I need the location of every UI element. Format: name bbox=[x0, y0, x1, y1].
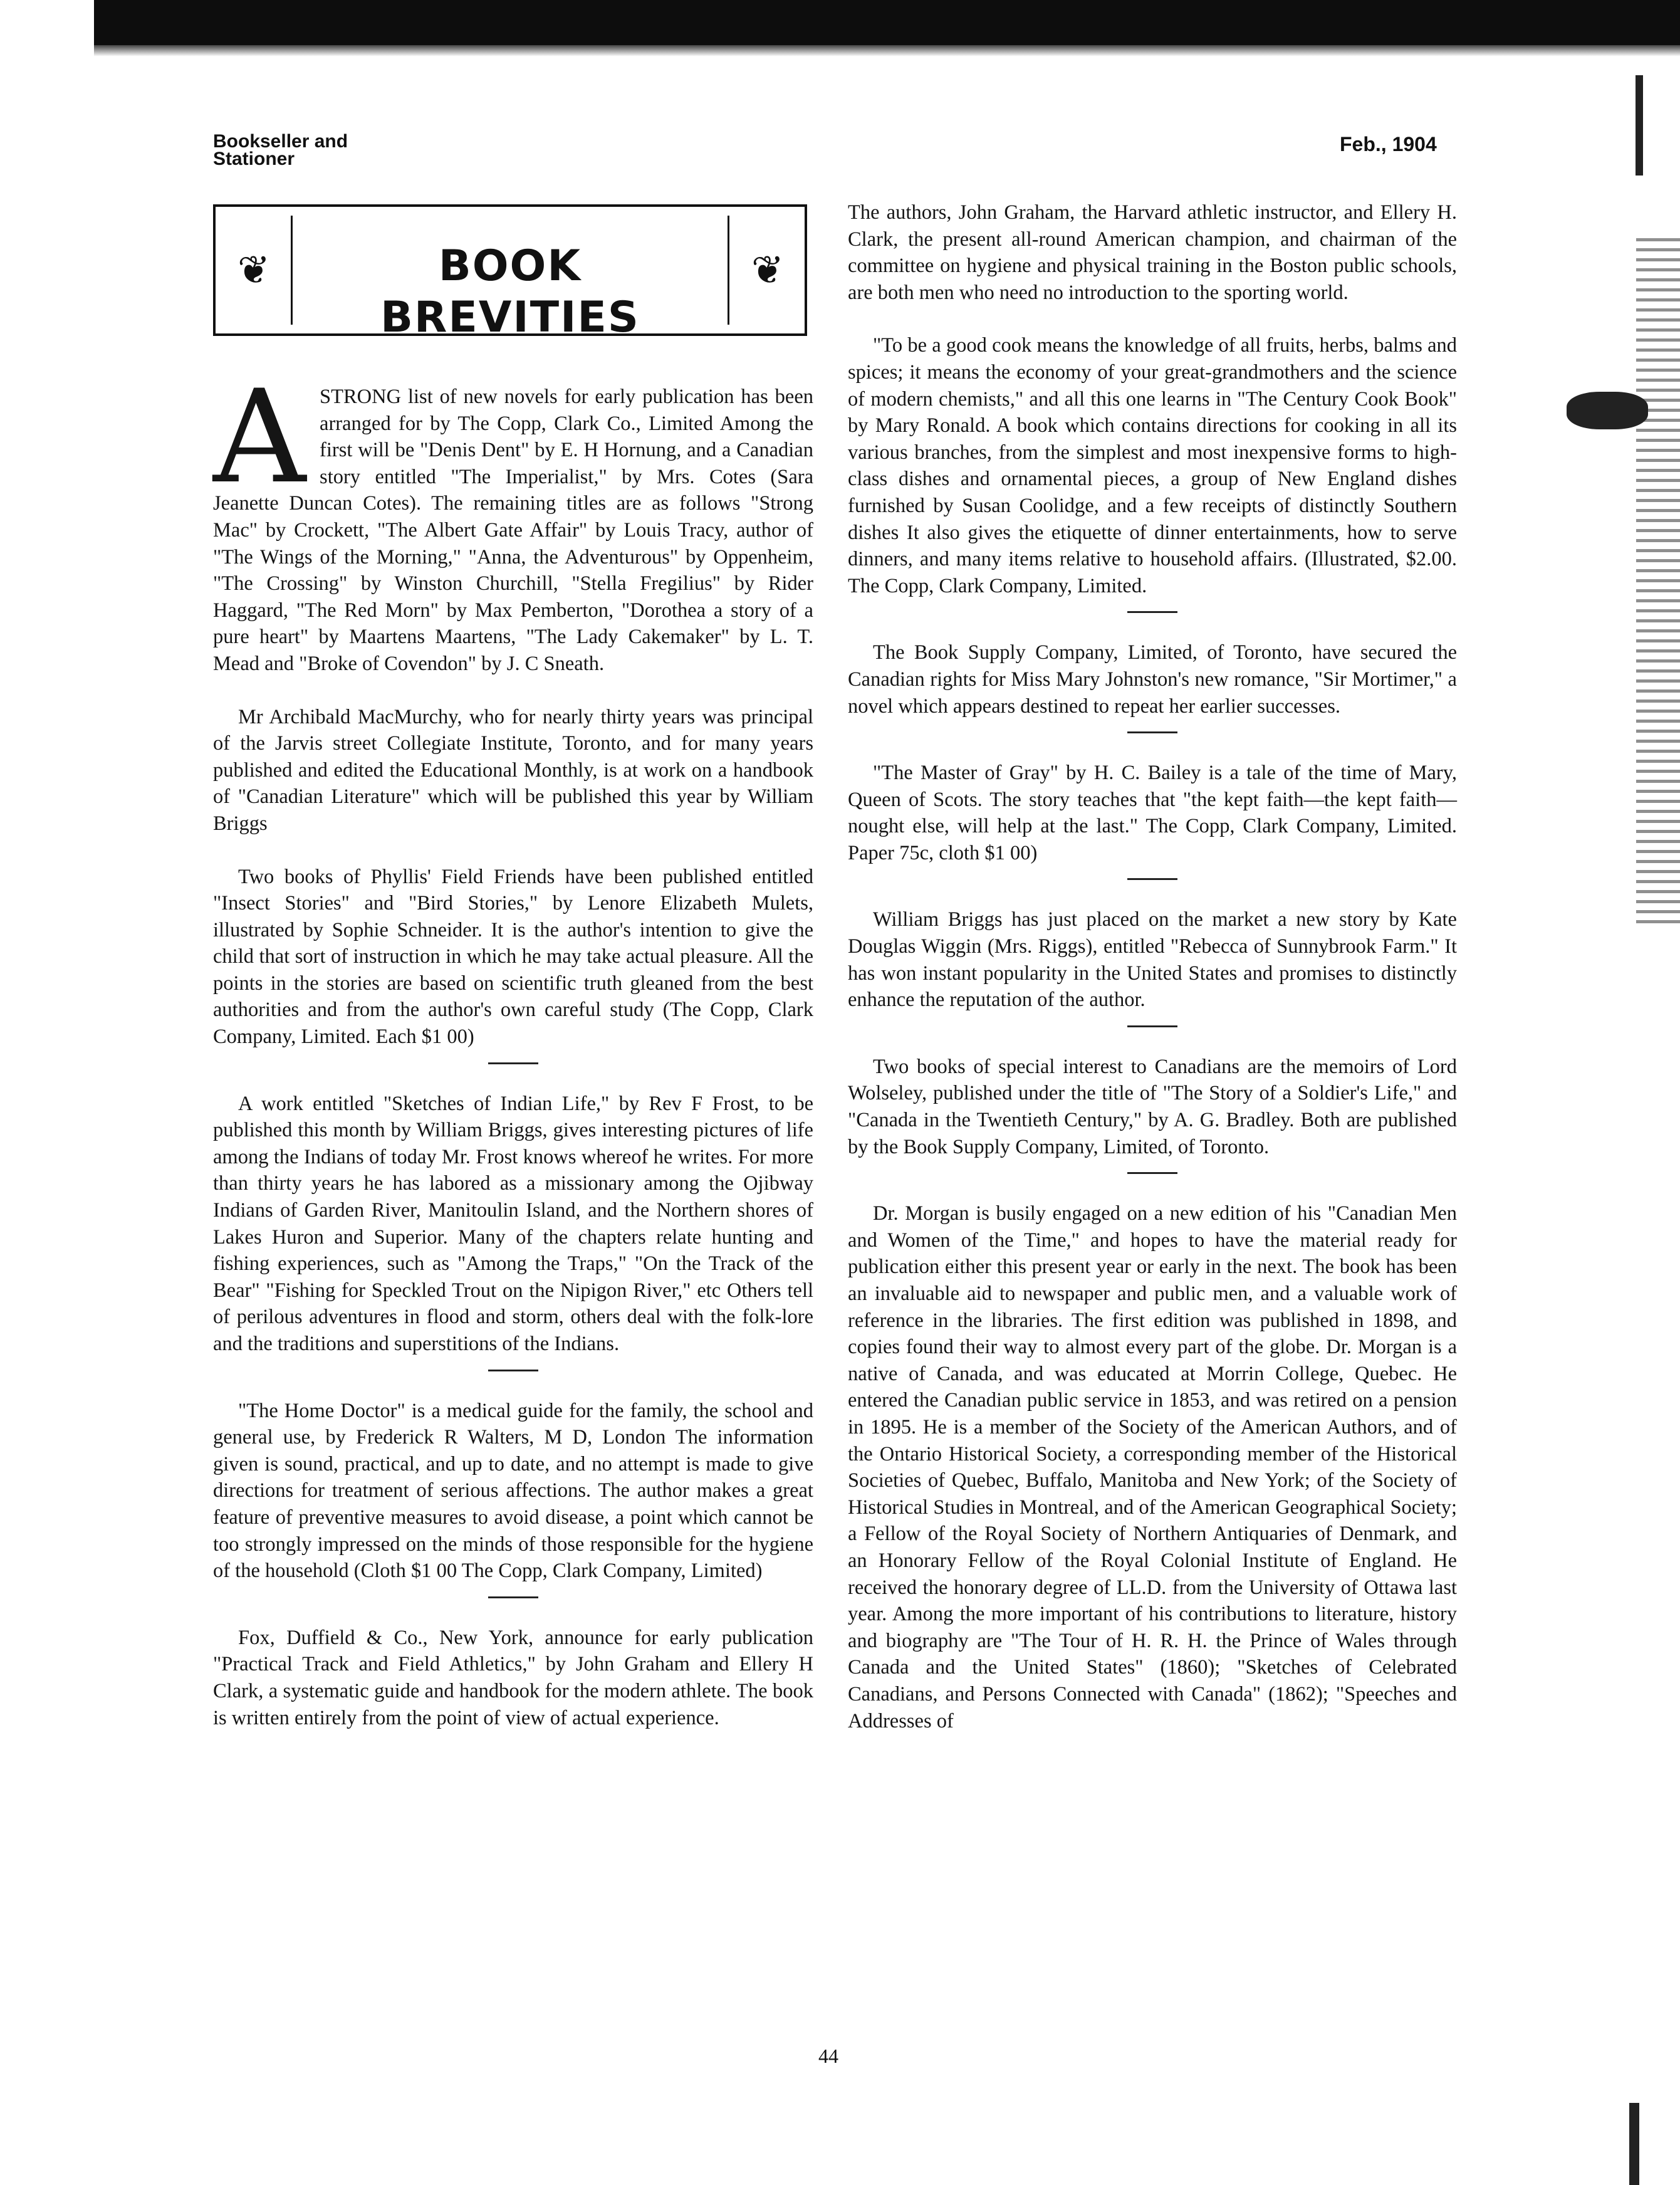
article-paragraph: Mr Archibald MacMurchy, who for nearly thirty years was principal of the Jarvis street Collegiate Institute, Toronto, and for many years published and edited the Educational Monthly, is at work on a handbook of "Canadian Literature" which will be published this year by William Briggs bbox=[213, 705, 813, 835]
issue-date: Feb., 1904 bbox=[1340, 133, 1437, 155]
article-paragraph: Dr. Morgan is busily engaged on a new edition of his "Canadian Men and Women of the Time," and hopes to have the material ready for publication either this present year or early in the next. The book has been an invaluable aid to newspaper and public men, and a valuable work of reference in the libraries. The first edition was published in 1898, and copies found their way to almost every part of the globe. Dr. Morgan is a native of Canada, and was educated at Morrin College, Quebec. He entered the Canadian public service in 1853, and was retired on a pension in 1895. He is a member of the Society of the American Authors, and of the Ontario Historical Society, a corresponding member of the Historical Societies of Quebec, Buffalo, Manitoba and New York; of the Society of Historical Studies in Montreal, and of the American Geographical Society; a Fellow of the Royal Society of Northern Antiquaries of Denmark, and an Honorary Fellow of the Royal Colonial Institute of England. He received the honorary degree of LL.D. from the University of Ottawa last year. Among the more important of his contributions to literature, history and biography are "The Tour of H. R. H. the Prince of Wales through Canada and the United States" (1860); "Sketches of Celebrated Canadians, and Persons Connected with Canada" (1862); "Speeches and Addresses of bbox=[848, 1202, 1457, 1732]
section-title bbox=[293, 241, 728, 343]
section-divider bbox=[1127, 878, 1177, 880]
left-column bbox=[213, 363, 813, 1731]
publication-name-line1: Bookseller and bbox=[213, 131, 348, 152]
publication-name bbox=[213, 133, 348, 168]
section-divider bbox=[488, 1370, 538, 1371]
publication-name-line2: Stationer bbox=[213, 149, 295, 169]
section-title-box bbox=[213, 204, 807, 342]
article-paragraph: Two books of special interest to Canadians are the memoirs of Lord Wolseley, published under the title of "The Story of a Soldier's Life," and "Canada in the Twentieth Century," by A. G. Bradley. Both are published by the Book Supply Company, Limited, of Toronto. bbox=[848, 1055, 1457, 1158]
article-paragraph: William Briggs has just placed on the market a new story by Kate Douglas Wiggin (Mrs. Riggs), entitled "Rebecca of Sunnybrook Farm." It has won instant popularity in the United States and promises to distinctly enhance the reputation of the author. bbox=[848, 908, 1457, 1012]
article-paragraph: The authors, John Graham, the Harvard athletic instructor, and Ellery H. Clark, the present all-round American champion, and chairman of the committee on hygiene and physical training in the Boston public schools, are both men who need no introduction to the sporting world. bbox=[848, 201, 1457, 304]
article-paragraph: A work entitled "Sketches of Indian Life," by Rev F Frost, to be published this month by William Briggs, gives interesting pictures of life among the Indians of today Mr. Frost knows whereof he writes. For more than thirty years he has labored as a missionary among the Ojibway Indians of Garden River, Manitoulin Island, and the Northern shores of Lakes Huron and Superior. Many of the chapters relate hunting and fishing experiences, such as "Among the Traps," "On the Track of the Bear" "Fishing for Speckled Trout on the Nipigon River," etc Others tell of perilous adventures in flood and storm, others deal with the folk-lore and the traditions and superstitions of the Indians. bbox=[213, 1092, 813, 1355]
page-number: 44 bbox=[818, 2045, 838, 2067]
article-paragraph: "The Home Doctor" is a medical guide for the family, the school and general use, by Frederick R Walters, M D, London The information given is sound, practical, and up to date, and no attempt is made to give directions for treatment of serious affections. The author makes a great feature of preventive measures to avoid disease, a point which cannot be too strongly impressed on the minds of those responsible for the hygiene of the household (Cloth $1 00 The Copp, Clark Company, Limited) bbox=[213, 1399, 813, 1583]
section-divider bbox=[1127, 611, 1177, 613]
leaf-ornament-icon: ❦ bbox=[237, 247, 270, 293]
article-paragraph: Two books of Phyllis' Field Friends have been published entitled "Insect Stories" and "Bird Stories," by Lenore Elizabeth Mulets, illustrated by Sophie Schneider. It is the author's intention to give the child that sort of instruction in which he may take actual pleasure. All the points in the stories are based on scientific truth gleaned from the best authorities and from the author's own careful study (The Copp, Clark Company, Limited. Each $1 00) bbox=[213, 865, 813, 1049]
article-paragraph: The Book Supply Company, Limited, of Toronto, have secured the Canadian rights for Miss Mary Johnston's new romance, "Sir Mortimer," a novel which appears destined to repeat her earlier successes. bbox=[848, 641, 1457, 718]
right-column bbox=[848, 199, 1457, 1734]
article-paragraph: "The Master of Gray" by H. C. Bailey is a tale of the time of Mary, Queen of Scots. The story teaches that "the kept faith—the kept faith—nought else, will help at the last." The Copp, Clark Company, Limited. Paper 75c, cloth $1 00) bbox=[848, 762, 1457, 864]
scan-edge-mark bbox=[1629, 2103, 1639, 2185]
section-title-line2: BREVITIES bbox=[380, 293, 640, 342]
section-divider bbox=[488, 1596, 538, 1598]
section-title-line1: BOOK bbox=[438, 241, 582, 291]
scan-top-shadow bbox=[94, 45, 1680, 56]
article-paragraph bbox=[213, 363, 813, 678]
title-inner-frame bbox=[291, 216, 729, 342]
drop-cap: A bbox=[213, 363, 306, 512]
section-divider bbox=[1127, 1172, 1177, 1174]
paragraph-text: STRONG list of new novels for early publication has been arranged for by The Copp, Clark Co., Limited Among the first will be "Denis Dent" by E. H Hornung, and a Canadian story entitled "The Imperialist," by Mrs. Cotes (Sara Jeanette Duncan Cotes). The remaining titles are as follows "Strong Mac" by Crockett, "The Albert Gate Affair" by Louis Tracy, author of "The Wings of the Morning," "Anna, the Adventurous" by Oppenheim, "The Crossing" by Winston Churchill, "Stella Fregilius" by Rider Haggard, "The Red Morn" by Max Pemberton, "Dorothea a story of a pure heart" by Maartens Maartens, "The Lady Cakemaker" by L. T. Mead and "Broke of Covendon" by J. C Sneath. bbox=[213, 385, 813, 675]
scan-edge-mark bbox=[1567, 392, 1648, 429]
section-divider bbox=[1127, 1025, 1177, 1027]
article-paragraph: "To be a good cook means the knowledge of all fruits, herbs, balms and spices; it means the economy of your great-grandmothers and the science of modern chemists," and all this one learns in "The Century Cook Book" by Mary Ronald. A book which contains directions for cooking in all its various branches, from the simplest and most inexpensive forms to high-class dishes and ornamental pieces, a group of New England dishes furnished by Susan Coolidge, and a few receipts of distinctly Southern dishes It also gives the etiquette of dinner entertainments, how to serve dinners, and many items relative to household affairs. (Illustrated, $2.00. The Copp, Clark Company, Limited. bbox=[848, 334, 1457, 597]
scan-top-band bbox=[94, 0, 1680, 45]
section-divider bbox=[488, 1062, 538, 1064]
section-divider bbox=[1127, 731, 1177, 733]
leaf-ornament-icon: ❦ bbox=[751, 247, 784, 293]
scan-edge-mark bbox=[1636, 75, 1643, 176]
article-paragraph: Fox, Duffield & Co., New York, announce for early publication "Practical Track and Field Athletics," by John Graham and Ellery H Clark, a systematic guide and handbook for the modern athlete. The book is written entirely from the point of view of actual experience. bbox=[213, 1626, 813, 1729]
scan-right-edge-marks bbox=[1636, 238, 1680, 928]
